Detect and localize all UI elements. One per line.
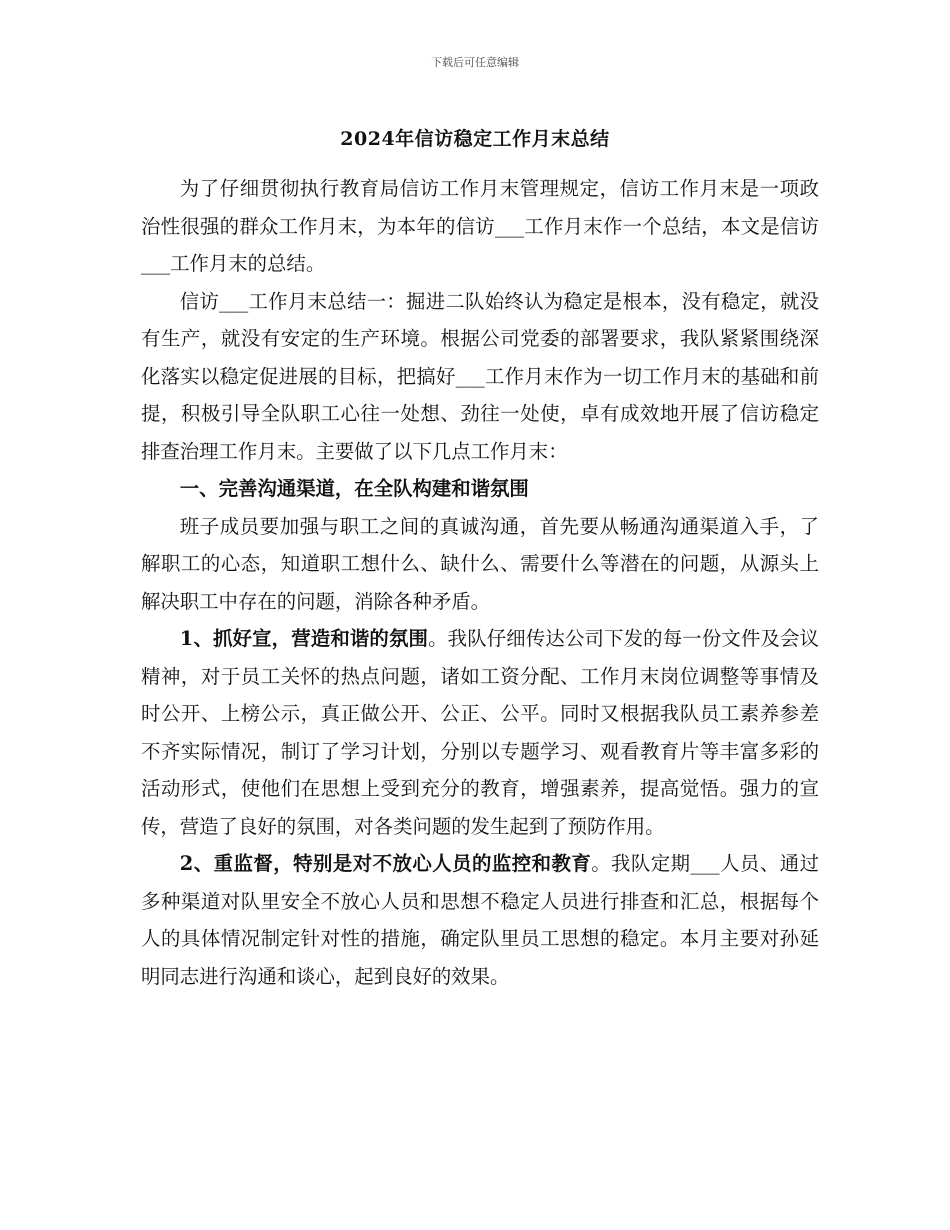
header-note: 下载后可任意编辑	[431, 56, 519, 69]
paragraph-point-one	[141, 620, 819, 845]
paragraph-point-two	[141, 845, 819, 995]
point-two-body: 。我队定期___人员、通过多种渠道对队里安全不放心人员和思想不稳定人员进行排查和汇总，根据每个人的具体情况制定针对性的措施，确定队里员工思想的稳定。本月主要对孙延明同志进行沟通和谈心，起到良好的效果。	[141, 852, 819, 988]
paragraph-intro: 为了仔细贯彻执行教育局信访工作月末管理规定，信访工作月末是一项政治性很强的群众工作月末，为本年的信访___工作月末作一个总结，本文是信访___工作月末的总结。	[141, 177, 819, 275]
point-one-lead: 1、抓好宣，营造和谐的氛围	[179, 627, 429, 650]
document-title: 2024年信访稳定工作月末总结	[340, 128, 610, 150]
point-two-lead: 2、重监督，特别是对不放心人员的监控和教育	[179, 852, 592, 875]
paragraph-communication: 班子成员要加强与职工之间的真诚沟通，首先要从畅通沟通渠道入手，了解职工的心态，知道职工想什么、缺什么、需要什么等潜在的问题，从源头上解决职工中存在的问题，消除各种矛盾。	[141, 514, 819, 613]
section-heading: 一、完善沟通渠道，在全队构建和谐氛围	[179, 477, 529, 500]
paragraph-summary-one: 信访___工作月末总结一：掘进二队始终认为稳定是根本，没有稳定，就没有生产，就没有安定的生产环境。根据公司党委的部署要求，我队紧紧围绕深化落实以稳定促进展的目标，把搞好___工作月末作为一切工作月末的基础和前提，积极引导全队职工心往一处想、劲往一处使，卓有成效地开展了信访稳定排查治理工作月末。主要做了以下几点工作月末：	[141, 289, 819, 463]
point-one-body: 。我队仔细传达公司下发的每一份文件及会议精神，对于员工关怀的热点问题，诸如工资分配、工作月末岗位调整等事情及时公开、上榜公示，真正做公开、公正、公平。同时又根据我队员工素养参差不齐实际情况，制订了学习计划，分别以专题学习、观看教育片等丰富多彩的活动形式，使他们在思想上受到充分的教育，增强素养，提高觉悟。强力的宣传，营造了良好的氛围，对各类问题的发生起到了预防作用。	[141, 627, 819, 838]
document-body	[141, 170, 819, 995]
